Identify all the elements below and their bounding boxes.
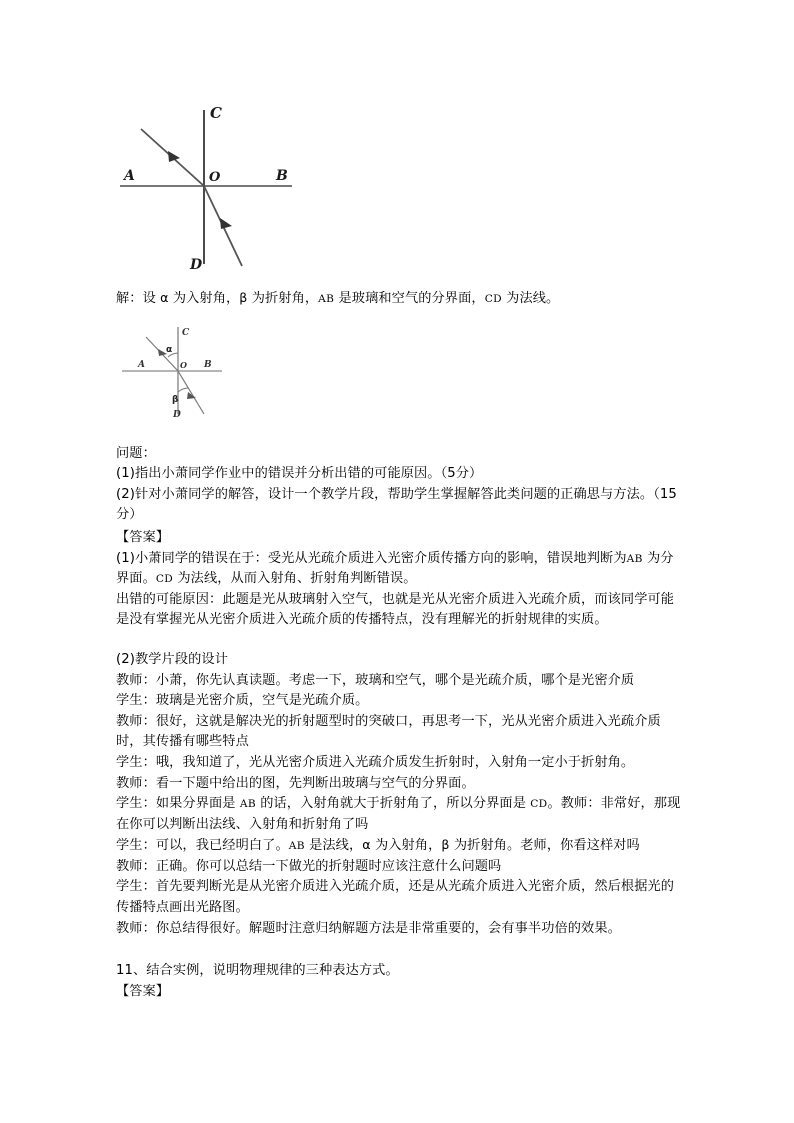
figure2-label-b: B — [204, 359, 212, 370]
answer-part1-end: 为法线，从而入射角、折射角判断错误。 — [173, 571, 417, 587]
final-question-text: 11、结合实例，说明物理规律的三种表达方式。 — [116, 963, 399, 979]
dialogue-line-student-2: 学生：哦，我知道了，光从光密介质进入光疏介质发生折射时，入射角一定小于折射角。 — [116, 754, 635, 770]
student-ab-c: 。教师：非常好，那现在你可以判断出法线、入射角和折射角了吗 — [116, 796, 681, 832]
figure-label-a: A — [124, 168, 135, 184]
solution-prefix: 解：设 — [116, 291, 161, 306]
figure-label-d: D — [190, 257, 203, 273]
answer-block — [116, 528, 682, 631]
solution-mid2: 为折射角， — [247, 291, 319, 306]
figure-label-o: O — [209, 170, 221, 185]
design-heading: (2)教学片段的设计 — [116, 651, 228, 667]
answer-part1-reason: 出错的可能原因：此题是光从玻璃射入空气，也就是光从光密介质进入光疏介质，而该同学可能是没有掌握光从光密介质进入光疏介质的传播特点，没有理解光的折射规律的实质。 — [116, 591, 675, 628]
answer-part1-mid: 为分界面。 — [116, 550, 674, 587]
dialogue-line-teacher-3: 教师：看一下题中给出的图，先判断出玻璃与空气的分界面。 — [116, 775, 475, 791]
student-understood-a: 学生：可以，我已经明白了。 — [116, 838, 289, 854]
questions-block — [116, 444, 682, 526]
final-answer-label: 【答案】 — [116, 983, 170, 999]
teaching-design-block — [116, 650, 682, 939]
student-ab-b: 的话，入射角就大于折射角了，所以分界面是 — [255, 796, 531, 812]
solution-mid1: 为入射角， — [168, 291, 240, 306]
beta-symbol: β — [239, 290, 248, 305]
figure2-label-alpha: α — [166, 344, 173, 355]
question-item-1: (1)指出小萧同学作业中的错误并分析出错的可能原因。（5分） — [116, 466, 483, 482]
student-understood-alpha: α — [362, 837, 371, 853]
alpha-symbol: α — [160, 290, 169, 305]
figure2-label-o: O — [180, 359, 187, 370]
figure2-label-c: C — [182, 327, 190, 338]
student-ab-label-cd: CD — [530, 798, 548, 811]
dialogue-line-teacher-4: 教师：正确。你可以总结一下做光的折射题时应该注意什么问题吗 — [116, 858, 502, 874]
answer-part1-text: (1)小萧同学的错误在于：受光从光疏介质进入光密介质传播方向的影响，错误地判断为 — [116, 550, 627, 566]
question-item-2: (2)针对小萧同学的解答，设计一个教学片段，帮助学生掌握解答此类问题的正确思与方法。（15分） — [116, 486, 677, 523]
student-ab-label-ab: AB — [239, 798, 256, 811]
student-understood-beta: β — [441, 837, 450, 853]
dialogue-line-teacher-2: 教师：很好，这就是解决光的折射题型时的突破口，再思考一下，光从光密介质进入光疏介质时，其传播有哪些特点 — [116, 713, 661, 750]
figure2-label-d: D — [173, 409, 181, 420]
answer-label: 【答案】 — [116, 529, 170, 545]
solution-mid3: 是玻璃和空气的分界面， — [334, 291, 485, 306]
page-content — [116, 0, 682, 1002]
student-understood-b: 是法线， — [304, 838, 363, 854]
dialogue-line-student-ab — [116, 794, 682, 835]
label-cd: CD — [484, 293, 502, 305]
student-understood-label-ab: AB — [288, 840, 305, 853]
solution-intro-line — [116, 288, 682, 310]
figure2-label-a: A — [138, 359, 145, 370]
answer-part1 — [116, 549, 682, 590]
student-ab-a: 学生：如果分界面是 — [116, 796, 240, 812]
light-refraction-diagram-annotated — [116, 322, 228, 420]
label-ab: AB — [318, 293, 335, 305]
answer-label-ab: AB — [626, 552, 643, 565]
final-question-block — [116, 961, 682, 1002]
dialogue-line-student-understood — [116, 835, 682, 857]
dialogue-line-student-1: 学生：玻璃是光密介质，空气是光疏介质。 — [116, 693, 369, 709]
questions-heading: 问题： — [116, 445, 156, 461]
student-understood-c: 为入射角， — [370, 838, 442, 854]
dialogue-line-teacher-1: 教师：小萧，你先认真读题。考虑一下，玻璃和空气，哪个是光疏介质，哪个是光密介质 — [116, 672, 635, 688]
dialogue-line-student-3: 学生：首先要判断光是从光密介质进入光疏介质，还是从光疏介质进入光密介质，然后根据光的传播特点画出光路图。 — [116, 879, 675, 916]
solution-suffix: 为法线。 — [501, 291, 560, 306]
figure2-label-beta: β — [172, 394, 179, 405]
light-refraction-diagram-plain — [116, 96, 296, 274]
answer-label-cd: CD — [155, 573, 174, 586]
student-understood-d: 为折射角。老师，你看这样对吗 — [449, 838, 640, 854]
dialogue-line-teacher-5: 教师：你总结得很好。解题时注意归纳解题方法是非常重要的，会有事半功倍的效果。 — [116, 920, 621, 936]
figure-label-b: B — [276, 168, 288, 184]
figure-label-c: C — [210, 104, 222, 122]
